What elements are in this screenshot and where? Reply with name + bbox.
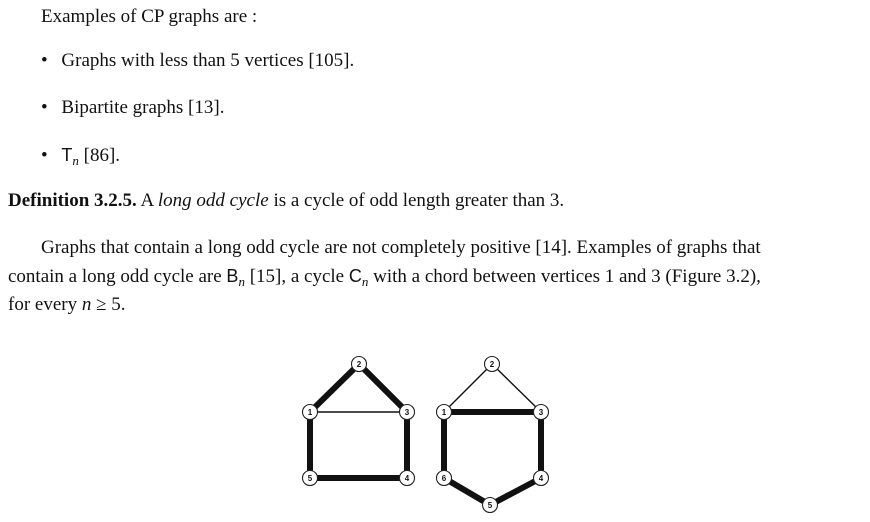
edge-2-3 [492, 364, 541, 412]
bn-symbol: B [226, 266, 239, 286]
paragraph-line: Graphs that contain a long odd cycle are not completely positive [14]. Examples of graphs that [41, 237, 761, 258]
list-item-text: Graphs with less than 5 vertices [105]. [61, 50, 355, 71]
tn-subscript: n [72, 153, 79, 168]
cn-symbol: C [348, 266, 362, 286]
edge-4-5 [490, 478, 541, 505]
edge-1-2 [444, 364, 492, 412]
vertex-2 [485, 357, 500, 372]
definition-term: long odd cycle [157, 190, 269, 211]
definition-text-pre: A [136, 190, 158, 211]
list-item-text: [86]. [78, 145, 121, 166]
vertex-label: 5 [307, 474, 313, 483]
vertex-label: 4 [404, 474, 410, 483]
vertex-label: 2 [356, 360, 362, 369]
definition-label: Definition 3.2.5. [8, 190, 137, 211]
vertex-5 [303, 471, 318, 486]
bn-subscript: n [238, 274, 245, 289]
math-n: n [81, 294, 92, 315]
text-span: ≥ 5. [91, 294, 126, 315]
text-span: contain a long odd cycle are [8, 266, 227, 287]
tn-symbol: T [61, 145, 73, 165]
bullet-icon: • [41, 97, 48, 118]
text-span: for every [8, 294, 82, 315]
bullet-icon: • [41, 145, 48, 166]
vertex-1 [303, 405, 318, 420]
vertex-label: 3 [538, 408, 544, 417]
intro-text: Examples of CP graphs are : [41, 6, 258, 27]
vertex-label: 2 [489, 360, 495, 369]
vertex-label: 5 [487, 501, 493, 510]
list-item-text: Bipartite graphs [13]. [61, 97, 225, 118]
vertex-label: 3 [404, 408, 410, 417]
cn-subscript: n [361, 274, 369, 289]
vertex-label: 1 [307, 408, 313, 417]
vertex-label: 1 [441, 408, 447, 417]
graph-c5-with-chord [303, 357, 415, 486]
vertex-2 [352, 357, 367, 372]
vertex-6 [437, 471, 452, 486]
text-span: [15], a cycle [244, 266, 349, 287]
graph-c6-with-chord [437, 357, 549, 513]
vertex-4 [534, 471, 549, 486]
vertex-3 [400, 405, 415, 420]
bullet-icon: • [41, 50, 48, 71]
edge-1-2 [310, 364, 359, 412]
vertex-label: 4 [538, 474, 544, 483]
vertex-3 [534, 405, 549, 420]
text-span: with a chord between vertices 1 and 3 (Figure 3.2), [368, 266, 761, 287]
vertex-1 [437, 405, 452, 420]
vertex-4 [400, 471, 415, 486]
vertex-5 [483, 498, 498, 513]
definition-text-post: is a cycle of odd length greater than 3. [268, 190, 565, 211]
edge-2-3 [359, 364, 407, 412]
vertex-label: 6 [441, 474, 447, 483]
